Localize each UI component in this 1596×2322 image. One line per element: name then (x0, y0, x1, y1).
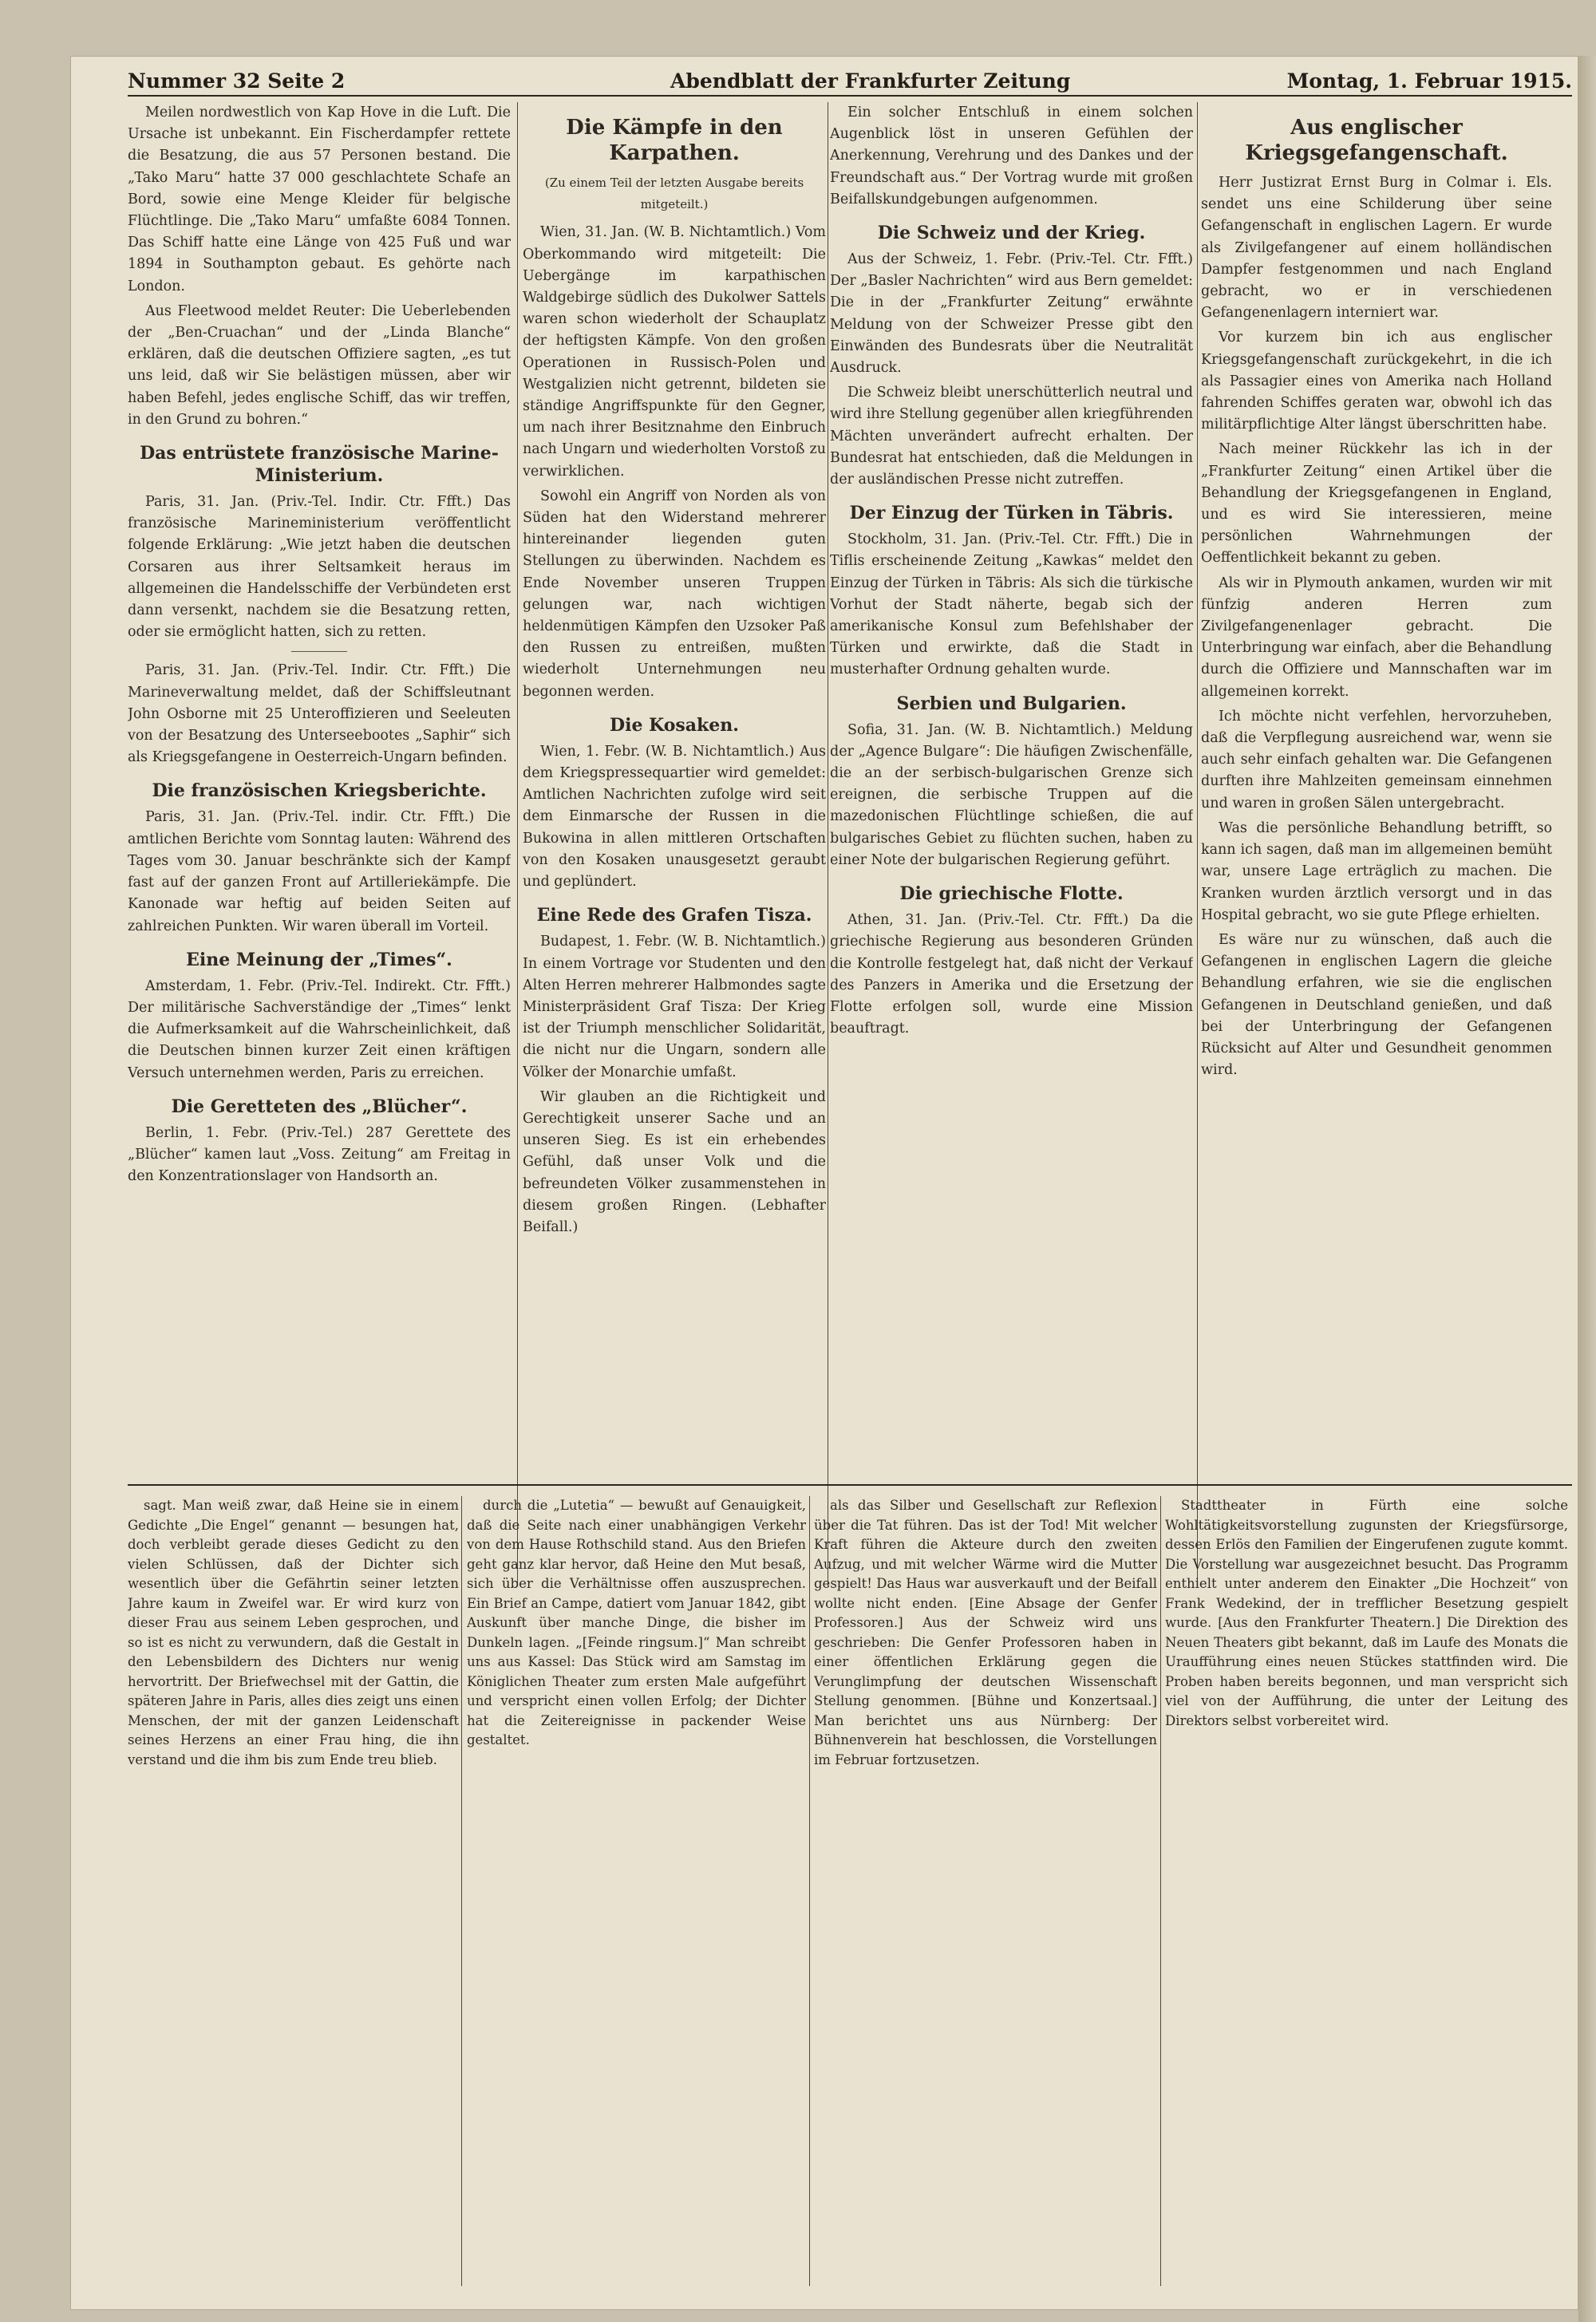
issue-number: Nummer 32 Seite 2 (128, 69, 346, 93)
article-paragraph: Aus Fleetwood meldet Reuter: Die Ueberlebenden der „Ben-Cruachan“ und der „Linda Blanche“ erklären, daß die deutschen Offiziere sagten, „es tut uns leid, daß wir Sie belästigen müssen, aber wir haben Befehl, jedes englische Schiff, das wir treffen, in den Grund zu bohren.“ (128, 302, 511, 428)
column-1 (128, 102, 511, 1411)
feuilleton-column-1 (128, 1496, 459, 2286)
column-2 (523, 102, 826, 1411)
article-paragraph: durch die „Lutetia“ — bewußt auf Genauigkeit, daß die Seite nach einer unabhängigen Verkehr von dem Hause Rothschild stand. Aus den Briefen geht ganz klar hervor, daß Heine den Mut besaß, sich über die Verhältnisse offen auszusprechen. Ein Brief an Campe, datiert vom Januar 1842, gibt Auskunft über manche Dinge, die bisher im Dunkeln lagen. „[Feinde ringsum.]“ Man schreibt uns aus Kassel: Das Stück wird am Samstag im Königlichen Theater zum ersten Male aufgeführt und verspricht einen vollen Erfolg; der Dichter hat die Zeitereignisse in packender Weise gestaltet. (467, 1498, 806, 1747)
article-paragraph: Wien, 31. Jan. (W. B. Nichtamtlich.) Vom Oberkommando wird mitgeteilt: Die Uebergänge im karpathischen Waldgebirge südlich des Dukolwer Sattels waren schon wiederholt der Schauplatz der heftigsten Kämpfe. Von den großen Operationen in Russisch-Polen und Westgalizien nicht getrennt, bildeten sie ständige Angriffspunkte für den Gegner, um nach ihrer Besitznahme den Einbruch nach Ungarn und wiederholten Vorstoß zu verwirklichen. (523, 224, 826, 480)
feuilleton-column-2 (467, 1496, 806, 2286)
article-paragraph: Athen, 31. Jan. (Priv.-Tel. Ctr. Ffft.) Da die griechische Regierung aus besonderen Gründen die Kontrolle festgelegt hat, daß nicht der Verkauf des Panzers in Amerika und die Ersetzung der Flotte erfolgen soll, wurde eine Mission beauftragt. (830, 912, 1193, 1037)
article-paragraph: Wir glauben an die Richtigkeit und Gerechtigkeit unserer Sache und an unseren Sieg. Es ist ein erhebendes Gefühl, daß unser Volk und die befreundeten Völker zusammenstehen in diesem großen Ringen. (Lebhafter Beifall.) (523, 1088, 826, 1235)
article-paragraph: Paris, 31. Jan. (Priv.-Tel. Indir. Ctr. Ffft.) Die Marineverwaltung meldet, daß der Schiffsleutnant John Osborne mit 25 Unteroffizieren und Seeleuten von der Besatzung des Unterseebootes „Saphir“ sich als Kriegsgefangene in Oesterreich-Ungarn befinden. (128, 662, 511, 766)
article-paragraph: Meilen nordwestlich von Kap Hove in die Luft. Die Ursache ist unbekannt. Ein Fischerdampfer rettete die Besatzung, die aus 57 Personen bestand. Die „Tako Maru“ hatte 37 000 geschlachtete Schafe an Bord, sowie eine Menge Kleider für belgische Flüchtlinge. Die „Tako Maru“ umfaßte 6084 Tonnen. Das Schiff hatte eine Länge von 425 Fuß und war 1894 in Southampton gebaut. Es gehörte nach London. (128, 105, 511, 294)
article-paragraph: als das Silber und Gesellschaft zur Reflexion über die Tat führen. Das ist der Tod! Mit welcher Kraft führen die Akteure durch den zweiten Aufzug, und mit welcher Wärme wird die Mutter gespielt! Das Haus war ausverkauft und der Beifall wollte nicht enden. [Eine Absage der Genfer Professoren.] Aus der Schweiz wird uns geschrieben: Die Genfer Professoren haben in einer öffentlichen Erklärung gegen die Verunglimpfung der deutschen Wissenschaft Stellung genommen. [Bühne und Konzertsaal.] Man berichtet uns aus Nürnberg: Der Bühnenverein hat beschlossen, die Vorstellungen im Februar fortzusetzen. (814, 1498, 1157, 1767)
article-headline: Die französischen Kriegsberichte. (152, 780, 487, 802)
article-paragraph: Herr Justizrat Ernst Burg in Colmar i. Els. sendet uns eine Schilderung über seine Gefangenschaft in englischen Lagern. Er wurde als Zivilgefangener auf einem holländischen Dampfer festgenommen und nach England gebracht, wo er in verschiedenen Gefangenenlagern interniert war. (1201, 175, 1552, 322)
article-paragraph: Sowohl ein Angriff von Norden als von Süden hat den Widerstand mehrerer hintereinander liegenden guten Stellungen zu überwinden. Nachdem es Ende November unseren Truppen gelungen war, nach wichtigen heldenmütigen Kämpfen den Uzsoker Paß den Russen zu entreißen, mußten wiederholt Unternehmungen neu begonnen werden. (523, 488, 826, 700)
divider (291, 651, 347, 652)
article-paragraph: Vor kurzem bin ich aus englischer Kriegsgefangenschaft zurückgekehrt, in die ich als Passagier eines von Amerika nach Holland fahrenden Schiffes geraten war, obwohl ich das militärpflichtige Alter längst überschritten habe. (1201, 330, 1552, 433)
article-headline: Das entrüstete französische Marine-Ministerium. (140, 443, 499, 487)
article-paragraph: Paris, 31. Jan. (Priv.-Tel. Indir. Ctr. Ffft.) Das französische Marineministerium veröffentlicht folgende Erklärung: „Wie jetzt haben die deutschen Corsaren aus ihrer Seltsamkeit heraus im allgemeinen die Handelsschiffe der Verbündeten erst dann versenkt, nachdem sie die Besatzung retten, oder sie ermöglicht hatten, sich zu retten. (128, 494, 511, 641)
feuilleton-column-3 (814, 1496, 1157, 2286)
feuilleton-column-4 (1165, 1496, 1568, 2286)
newspaper-title: Abendblatt der Frankfurter Zeitung (670, 69, 1071, 93)
article-headline: Der Einzug der Türken in Täbris. (849, 503, 1174, 524)
article-headline: Eine Meinung der „Times“. (186, 949, 452, 970)
page-edge-shadow (1578, 56, 1596, 2322)
column-4 (1201, 102, 1552, 1411)
article-paragraph: Paris, 31. Jan. (Priv.-Tel. indir. Ctr. Ffft.) Die amtlichen Berichte vom Sonntag lauten: Während des Tages vom 30. Januar beschränkte sich der Kampf fast auf der ganzen Front auf Artilleriekämpfe. Die Kanonade war heftig auf beiden Seiten auf zahlreichen Punkten. Wir waren überall im Vorteil. (128, 809, 511, 934)
article-paragraph: Es wäre nur zu wünschen, daß auch die Gefangenen in englischen Lagern die gleiche Behandlung erfahren, wie sie die englischen Gefangenen in Deutschland genießen, und daß bei der Unterbringung der Gefangenen Rücksicht auf Alter und Gesundheit genommen wird. (1201, 931, 1552, 1079)
article-headline: Serbien und Bulgarien. (896, 693, 1127, 714)
article-paragraph: Nach meiner Rückkehr las ich in der „Frankfurter Zeitung“ einen Artikel über die Behandlung der Kriegsgefangenen in England, und es wird Sie interessieren, meine persönlichen Wahrnehmungen der Oeffentlichkeit bekannt zu geben. (1201, 441, 1552, 567)
article-paragraph: Berlin, 1. Febr. (Priv.-Tel.) 287 Gerettete des „Blücher“ kamen laut „Voss. Zeitung“ am Freitag in den Konzentrationslager von Handsorth an. (128, 1124, 511, 1185)
article-headline: Die Kosaken. (610, 714, 739, 736)
column-rule (1160, 1496, 1161, 2286)
column-3 (830, 102, 1193, 1411)
article-paragraph: Wien, 1. Febr. (W. B. Nichtamtlich.) Aus dem Kriegspressequartier wird gemeldet: Amtlichen Nachrichten zufolge wird seit dem Einmarsche der Russen in die Bukowina in allen mittleren Ortschaften von den Kosaken unausgesetzt geraubt und geplündert. (523, 743, 826, 890)
article-paragraph: Als wir in Plymouth ankamen, wurden wir mit fünfzig anderen Herren zum Zivilgefangenenlager gebracht. Die Unterbringung war einfach, aber die Behandlung durch die Offiziere und Mannschaften war im allgemeinen korrekt. (1201, 575, 1552, 700)
column-rule (517, 102, 518, 1586)
article-paragraph: Stadttheater in Fürth eine solche Wohltätigkeitsvorstellung zugunsten der Kriegsfürsorge, dessen Erlös den Familien der Eingerufenen zugute kommt. Die Vorstellung war ausgezeichnet besucht. Das Programm enthielt unter anderem den Einakter „Die Hochzeit“ von Frank Wedekind, der in trefflicher Besetzung gespielt wurde. [Aus den Frankfurter Theatern.] Die Direktion des Neuen Theaters gibt bekannt, daß im Laufe des Monats die Uraufführung eines neuen Stückes stattfinden wird. Die Proben haben bereits begonnen, und man verspricht sich viel von der Aufführung, die unter der Leitung des Direktors selbst vorbereitet wird. (1165, 1498, 1568, 1728)
column-rule (461, 1496, 462, 2286)
article-paragraph: Aus der Schweiz, 1. Febr. (Priv.-Tel. Ctr. Ffft.) Der „Basler Nachrichten“ wird aus Bern gemeldet: Die in der „Frankfurter Zeitung“ erwähnte Meldung von der Schweizer Presse gibt den Einwänden des Bundesrats über die Neutralität Ausdruck. (830, 251, 1193, 377)
article-paragraph: Ein solcher Entschluß in einem solchen Augenblick löst in unseren Gefühlen der Anerkennung, Verehrung und des Dankes und der Freundschaft aus.“ Der Vortrag wurde mit großen Beifallskundgebungen aufgenommen. (830, 105, 1193, 207)
article-headline: Eine Rede des Grafen Tisza. (536, 905, 812, 926)
article-headline: Aus englischer Kriegsgefangenschaft. (1245, 116, 1508, 165)
feuilleton-separator (128, 1484, 1572, 1486)
article-paragraph: Amsterdam, 1. Febr. (Priv.-Tel. Indirekt. Ctr. Ffft.) Der militärische Sachverständige der „Times“ lenkt die Aufmerksamkeit auf die Wahrscheinlichkeit, daß die Deutschen binnen kurzer Zeit einen kräftigen Versuch unternehmen werden, Paris zu erreichen. (128, 977, 511, 1081)
article-paragraph: Ich möchte nicht verfehlen, hervorzuheben, daß die Verpflegung ausreichend war, wenn sie auch sehr einfach gehalten war. Die Gefangenen durften ihre Mahlzeiten gemeinsam einnehmen und waren in großen Sälen untergebracht. (1201, 708, 1552, 812)
article-headline: Die Kämpfe in den Karpathen. (566, 116, 783, 165)
article-paragraph: Sofia, 31. Jan. (W. B. Nichtamtlich.) Meldung der „Agence Bulgare“: Die häufigen Zwischenfälle, die an der serbisch-bulgarischen Grenze sich ereignen, die serbische Truppen auf die mazedonischen Flüchtlinge schießen, die auf bulgarisches Gebiet zu flüchten suchen, haben zu einer Note der bulgarischen Regierung geführt. (830, 721, 1193, 868)
article-headline: Die griechische Flotte. (899, 883, 1124, 905)
issue-date: Montag, 1. Februar 1915. (1286, 69, 1572, 93)
article-subheadline: (Zu einem Teil der letzten Ausgabe bereits mitgeteilt.) (544, 176, 804, 212)
article-paragraph: Was die persönliche Behandlung betrifft, so kann ich sagen, daß man im allgemeinen bemüht war, unsere Lage erträglich zu machen. Die Kranken wurden ärztlich versorgt und in das Hospital gebracht, wo sie gute Pflege erhielten. (1201, 819, 1552, 923)
article-paragraph: sagt. Man weiß zwar, daß Heine sie in einem Gedichte „Die Engel“ genannt — besungen hat, doch verbleibt gerade dieses Gedicht zu den vielen Schlüssen, daß der Dichter sich wesentlich über die Gefährtin seiner letzten Jahre kaum in Zweifel war. Er wird kurz von dieser Frau aus seinem Leben gesprochen, und so ist es nicht zu verwundern, daß die Gestalt in den Lebensbildern des Dichters nur wenig hervortritt. Der Briefwechsel mit der Gattin, die späteren Jahre in Paris, alles dies zeigt uns einen Menschen, der mit der ganzen Leidenschaft seines Herzens an einer Frau hing, die ihn verstand und die ihm bis zum Ende treu blieb. (128, 1498, 459, 1767)
article-headline: Die Schweiz und der Krieg. (877, 223, 1146, 244)
article-paragraph: Die Schweiz bleibt unerschütterlich neutral und wird ihre Stellung gegenüber allen kriegführenden Mächten unverändert aufrecht erhalten. Der Bundesrat hat entschieden, daß die Meldungen in der ausländischen Presse nicht zutreffen. (830, 385, 1193, 488)
column-rule (1197, 102, 1198, 1586)
page-header (128, 68, 1572, 97)
article-paragraph: Stockholm, 31. Jan. (Priv.-Tel. Ctr. Ffft.) Die in Tiflis erscheinende Zeitung „Kawkas“ meldet den Einzug der Türken in Täbris: Als sich die türkische Vorhut der Stadt näherte, begab sich der amerikanische Konsul zum Befehlshaber der Türken und erwirkte, daß die Stadt in musterhafter Ordnung gehalten wurde. (830, 531, 1193, 678)
article-headline: Die Geretteten des „Blücher“. (171, 1096, 468, 1117)
article-paragraph: Budapest, 1. Febr. (W. B. Nichtamtlich.) In einem Vortrage vor Studenten und den Alten Herren mehrerer Halbmondes sagte Ministerpräsident Graf Tisza: Der Krieg ist der Triumph menschlicher Solidarität, die nicht nur die Ungarn, sondern alle Völker der Monarchie umfaßt. (523, 934, 826, 1080)
column-rule (809, 1496, 810, 2286)
